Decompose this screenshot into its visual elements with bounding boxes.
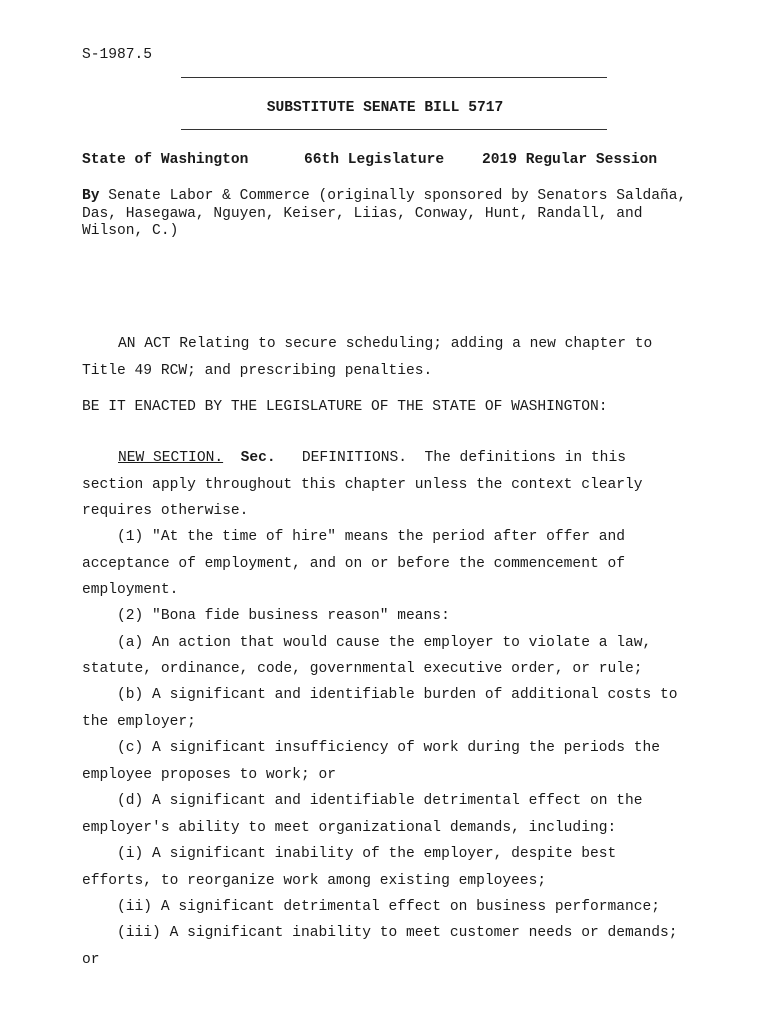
section-line: (d) A significant and identifiable detrimental effect on the (82, 793, 643, 809)
act-line-2: Title 49 RCW; and prescribing penalties. (82, 363, 433, 379)
section-line: (c) A significant insufficiency of work during the periods the (82, 740, 661, 756)
bill-title: SUBSTITUTE SENATE BILL 5717 (266, 100, 504, 116)
section-heading (82, 449, 626, 467)
act-line-1: AN ACT Relating to secure scheduling; adding a new chapter to (118, 336, 653, 352)
section-line: (b) A significant and identifiable burden of additional costs to (82, 687, 678, 703)
section-line: (ii) A significant detrimental effect on business performance; (82, 899, 661, 915)
section-line: (iii) A significant inability to meet customer needs or demands; (82, 925, 678, 941)
section-line: efforts, to reorganize work among existing employees; (82, 873, 547, 889)
section-line: employer's ability to meet organizational demands, including: (82, 820, 617, 836)
sponsor-line-3: Wilson, C.) (82, 223, 179, 239)
header-state: State of Washington (82, 152, 249, 168)
section-line: employee proposes to work; or (82, 767, 336, 783)
title-rule-top (181, 77, 607, 78)
section-line: section apply throughout this chapter unless the context clearly (82, 477, 643, 493)
title-rule-bottom (181, 129, 607, 130)
sponsor-text-1: Senate Labor & Commerce (originally sponsored by Senators Saldaña, (99, 188, 687, 204)
section-line: employment. (82, 582, 179, 598)
sponsor-line-2: Das, Hasegawa, Nguyen, Keiser, Liias, Conway, Hunt, Randall, and (82, 206, 643, 222)
section-line: the employer; (82, 714, 196, 730)
section-line: (i) A significant inability of the employer, despite best (82, 846, 617, 862)
document-id: S-1987.5 (82, 47, 153, 63)
section-line: statute, ordinance, code, governmental executive order, or rule; (82, 661, 643, 677)
new-section-label: NEW SECTION. (118, 450, 224, 466)
section-heading-rest: DEFINITIONS. The definitions in this (301, 450, 626, 466)
section-line: acceptance of employment, and on or before the commencement of (82, 556, 625, 572)
sponsor-by-label: By (82, 188, 100, 204)
sponsor-line-1 (82, 187, 686, 205)
section-line: (1) "At the time of hire" means the period after offer and (82, 529, 625, 545)
header-legislature: 66th Legislature (304, 152, 445, 168)
section-line: requires otherwise. (82, 503, 249, 519)
section-line: (a) An action that would cause the employer to violate a law, (82, 635, 652, 651)
sec-label: Sec. (240, 450, 276, 466)
section-line: (2) "Bona fide business reason" means: (82, 608, 450, 624)
header-session: 2019 Regular Session (482, 152, 658, 168)
section-line: or (82, 952, 100, 968)
enacting-clause: BE IT ENACTED BY THE LEGISLATURE OF THE STATE OF WASHINGTON: (82, 399, 608, 415)
